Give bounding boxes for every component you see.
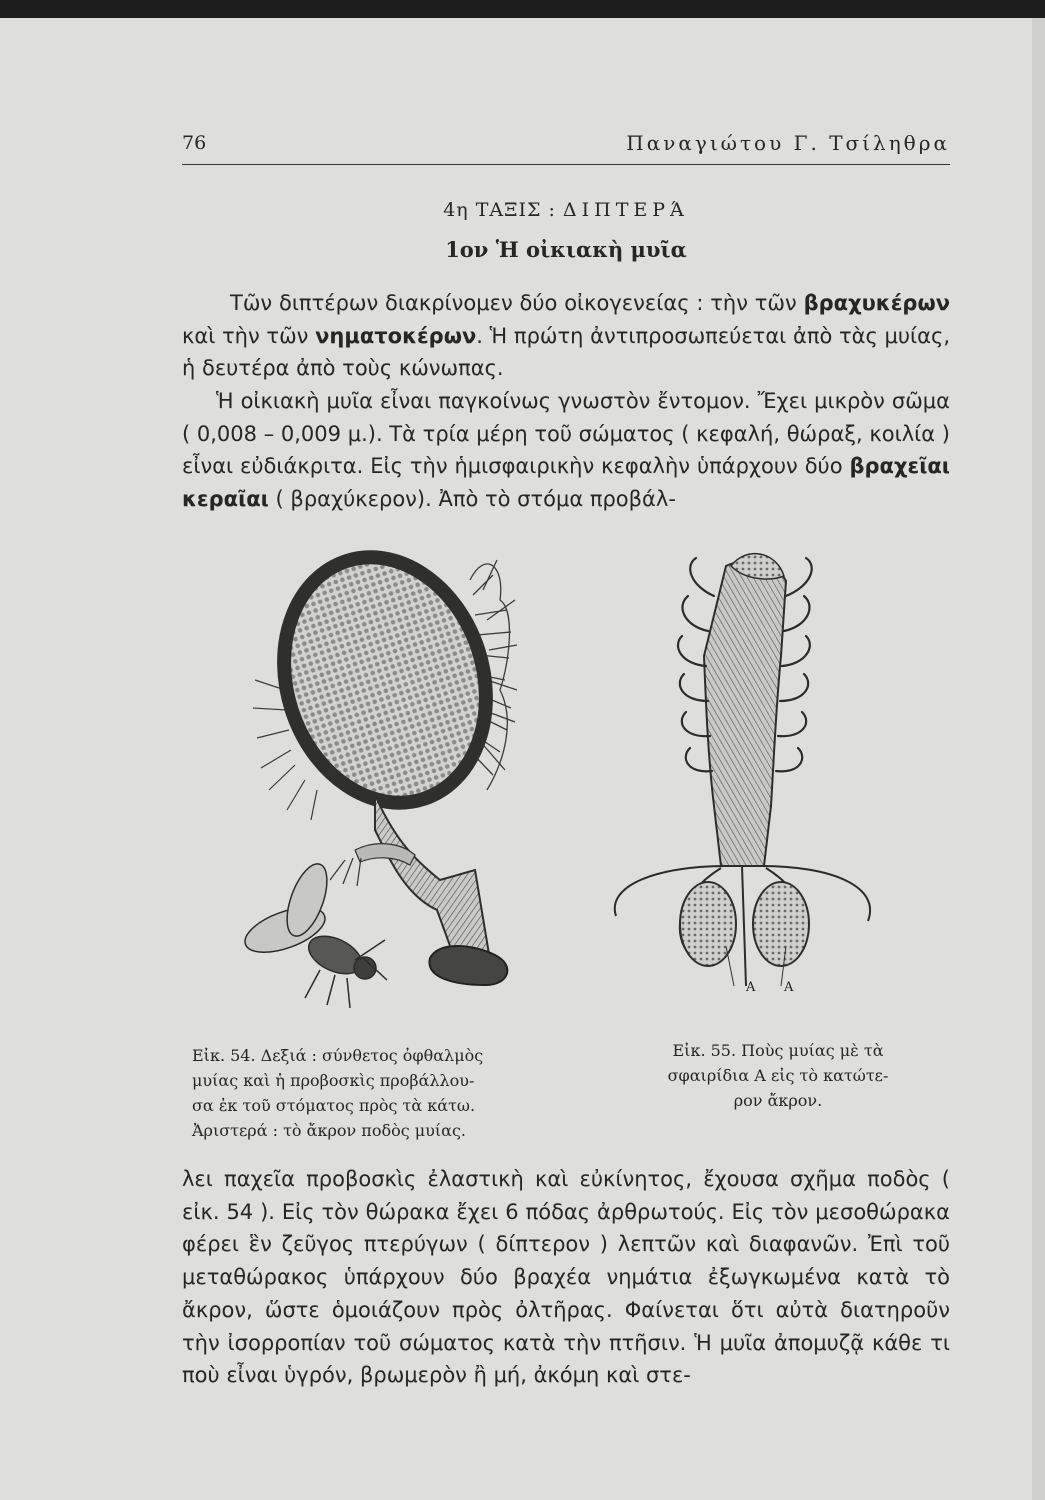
paragraph-3: λει παχεῖα προβοσκὶς ἐλαστικὴ καὶ εὐκίνητος, ἔχουσα σχῆμα ποδὸς ( εἰκ. 54 ). Εἰς τὸν θώρακα ἔχει 6 πόδας ἀρθρωτούς. Εἰς τὸν μεσοθώρακα φέρει ἓν ζεῦγος πτερύγων ( δίπτερον ) λεπτῶν καὶ διαφανῶν. Ἐπὶ τοῦ μεταθώρακος ὑπάρχουν δύο βραχέα νημάτια ἐξωγκωμένα κατὰ τὸ ἄκρον, ὥστε ὁμοιάζουν πρὸς ὀλτῆρας. Φαίνεται ὅτι αὐτὰ διατηροῦν τὴν ἰσορροπίαν τοῦ σώματος κατὰ τὴν πτῆσιν. Ἡ μυῖα ἀπομυζᾷ κάθε τι ποὺ εἶναι ὑγρόν, βρωμερὸν ἢ μή, ἀκόμη καὶ στε- <box>182 1167 950 1388</box>
text-run: ( βραχύκερον). Ἀπὸ τὸ στόμα προβάλ- <box>268 487 676 512</box>
page-edge <box>1032 18 1045 1500</box>
fly-sketch <box>239 859 387 1008</box>
text-run: καὶ τὴν τῶν <box>182 323 316 348</box>
label-a-left: Α <box>746 980 756 995</box>
proboscis-tip <box>429 946 507 985</box>
figure-54-caption <box>192 1043 542 1143</box>
caption-line: Εἰκ. 54. Δεξιά : σύνθετος ὀφθαλμὸς <box>192 1046 484 1065</box>
bold-term: βραχυκέρων <box>803 291 950 315</box>
page-header <box>182 128 950 165</box>
figure-55-illustration <box>596 536 886 1006</box>
scan-top-border <box>0 0 1045 18</box>
chapter-order: 4η ΤΑΞΙΣ : <box>443 199 556 221</box>
caption-line: Εἰκ. 55. Ποὺς μυίας μὲ τὰ <box>672 1041 884 1060</box>
page-number: 76 <box>182 132 207 154</box>
bold-term: νηματοκέρων <box>315 323 477 348</box>
label-a-right: Α <box>784 980 794 995</box>
caption-line: σα ἐκ τοῦ στόματος πρὸς τὰ κάτω. <box>192 1096 476 1115</box>
bold-term: βραχεῖαι κεραῖαι <box>182 454 950 512</box>
pulvillus-right <box>753 882 809 966</box>
text-run: . Ἡ πρώτη ἀντιπροσωπεύεται ἀπὸ τὰς μυίας, ἡ δευτέρα ἀπὸ τοὺς κώνωπας. <box>182 323 951 381</box>
paragraph-1 <box>182 287 950 385</box>
caption-line: Ἀριστερά : τὸ ἄκρον ποδὸς μυίας. <box>192 1121 467 1140</box>
figure-55-caption <box>628 1038 928 1113</box>
compound-eye <box>253 540 517 829</box>
proboscis <box>375 795 490 965</box>
leg-segment <box>704 561 786 866</box>
running-head: Παναγιώτου Γ. Τσίληθρα <box>626 131 950 155</box>
chapter-name: ΔΙΠΤΕΡΆ <box>562 199 689 221</box>
caption-line: σφαιρίδια Α εἰς τὸ κατώτε- <box>667 1066 889 1085</box>
section-title: 1ον Ἡ οἰκιακὴ μυῖα <box>445 237 687 262</box>
caption-line: ρον ἄκρον. <box>733 1091 823 1110</box>
caption-line: μυίας καὶ ἡ προβοσκὶς προβάλλου- <box>192 1071 475 1090</box>
chapter-title <box>182 199 950 221</box>
figure-54-illustration <box>225 540 615 1020</box>
text-run: Τῶν διπτέρων διακρίνομεν δύο οἰκογενείας : τὴν τῶν <box>230 291 804 315</box>
empodium <box>742 866 746 986</box>
paragraph-2 <box>182 385 950 516</box>
text-run: Ἡ οἰκιακὴ μυῖα εἶναι παγκοίνως γνωστὸν ἔντομον. Ἔχει μικρὸν σῶμα ( 0,008 – 0,009 μ.). Τὰ τρία μέρη τοῦ σώματος ( κεφαλή, θώραξ, κοιλία ) εἶναι εὐδιάκριτα. Εἰς τὴν ἡμισφαιρικὴν κεφαλὴν ὑπάρχουν δύο <box>182 389 950 479</box>
